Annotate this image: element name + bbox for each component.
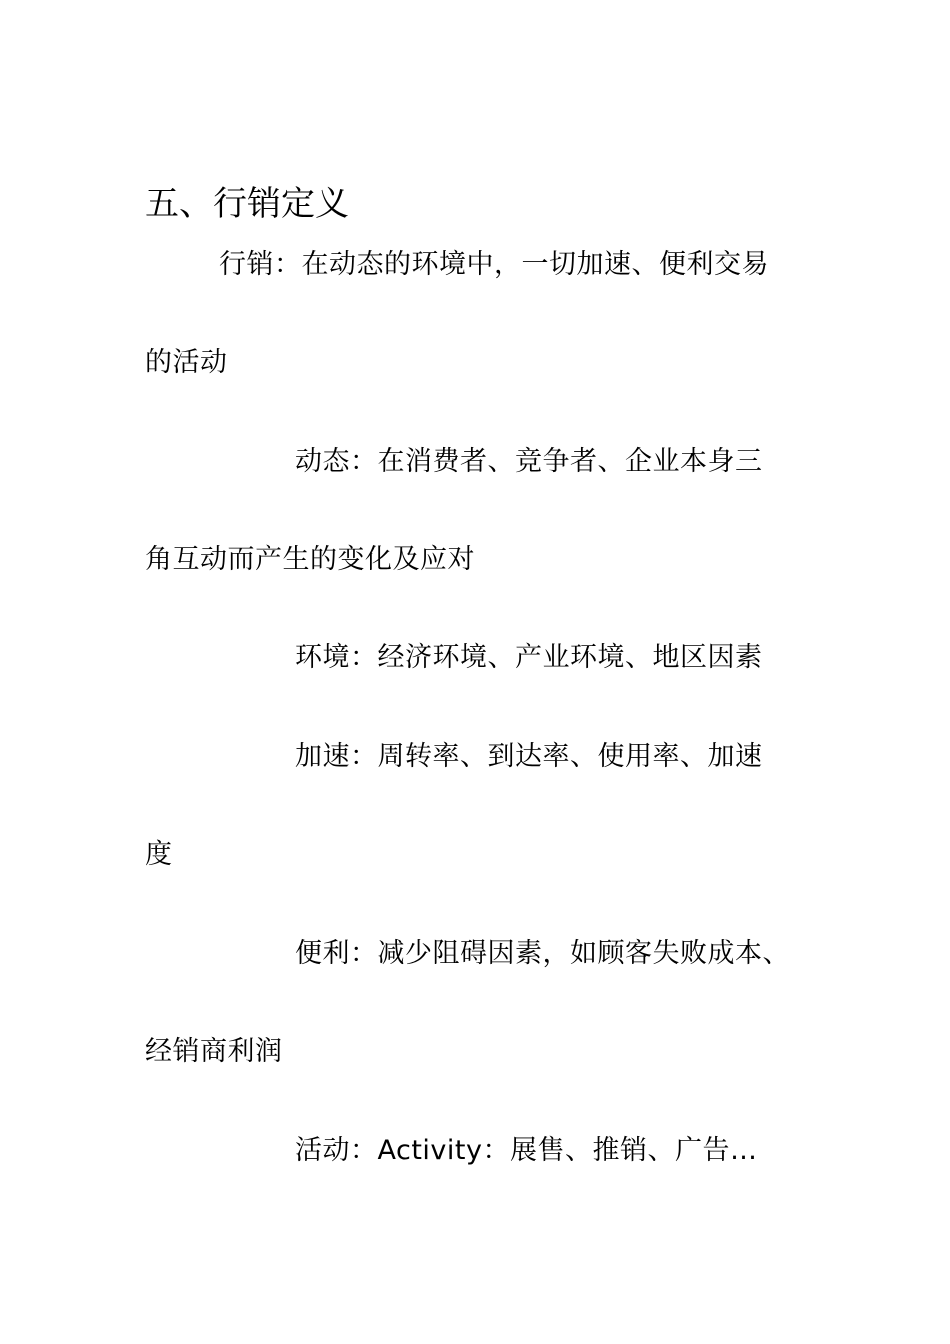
acceleration-line-continued: 度	[145, 839, 173, 870]
definition-line-continued: 的活动	[145, 347, 228, 378]
convenience-line: 便利：减少阻碍因素，如顾客失败成本、	[295, 938, 790, 969]
dynamic-line-continued: 角互动而产生的变化及应对	[145, 544, 475, 575]
convenience-line-continued: 经销商利润	[145, 1036, 283, 1067]
activity-line: 活动：Activity：展售、推销、广告…	[295, 1135, 758, 1166]
dynamic-line: 动态：在消费者、竞争者、企业本身三	[295, 446, 763, 477]
environment-line: 环境：经济环境、产业环境、地区因素	[295, 642, 763, 673]
acceleration-line: 加速：周转率、到达率、使用率、加速	[295, 741, 763, 772]
definition-line: 行销：在动态的环境中，一切加速、便利交易	[219, 249, 769, 280]
section-heading: 五、行销定义	[145, 184, 349, 224]
